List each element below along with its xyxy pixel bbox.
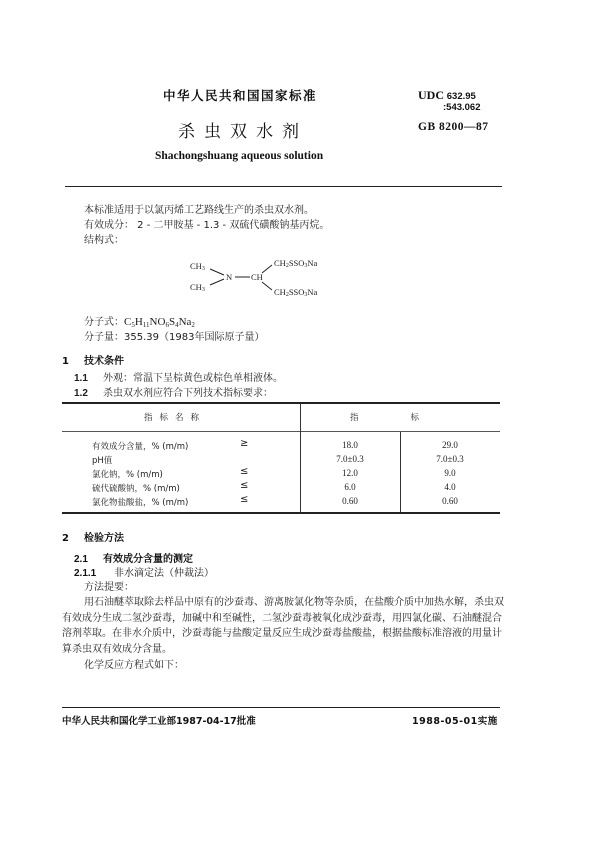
subsection-title: 有效成分含量的测定 [103,554,193,565]
method-paragraph [62,593,502,655]
udc-code-2: :543.062 [443,102,481,113]
table-row-value-2: 29.0 [442,440,458,450]
structure-label: 结构式： [84,235,124,246]
table-row-symbol: ≤ [240,480,249,491]
molecular-weight [84,328,264,343]
paragraph-line: 有效成分生成二氢沙蚕毒，加碱中和至碱性，二氢沙蚕毒被氧化成沙蚕毒，用四氯化碳、石油醚混合 [62,612,502,624]
subsection-number: 2.1.1 [74,568,97,579]
table-header-name: 指标名称 [144,413,207,423]
reaction-equation-label: 化学反应方程式如下： [84,660,184,671]
udc-code-1: 632.95 [446,91,476,102]
table-row-value-2: 9.0 [444,468,456,478]
table-row-name: 氯化物盐酸盐，% (m/m) [92,498,189,508]
table-row-symbol: ≤ [240,494,249,505]
header-divider [65,186,502,187]
table-header-divider [62,431,500,432]
header-value-char-1: 指 [350,413,359,423]
document-title-en: Shachongshuang aqueous solution [155,150,324,162]
sulfonate-bottom: $CH_2SSO_3Na$ [274,287,318,298]
molecular-formula [84,313,195,329]
formula-value: $C_5H_{11}NO_6S_4Na_2$ [124,316,195,329]
table-row-name: 氯化钠，% (m/m) [92,470,163,480]
section-1-heading [62,352,124,367]
standard-organization: 中华人民共和国国家标准 [163,88,318,103]
subsection-text: 杀虫双水剂应符合下列技术指标要求： [103,388,273,399]
subsection-1-1 [74,369,283,384]
paragraph-line: 算杀虫双有效成分含量。 [62,643,172,655]
table-header-value [350,411,419,423]
methyl-top: $CH_3$ [190,261,205,272]
table-row-symbol: ≤ [240,466,249,477]
subsection-2-1 [74,550,193,565]
table-row-name: 硫代硫酸钠，% (m/m) [92,484,180,494]
scope-text: 本标准适用于以氯丙烯工艺路线生产的杀虫双水剂。 [84,205,314,216]
approval-statement: 中华人民共和国化学工业部1987-04-17批准 [62,716,256,727]
table-bottom-border [62,512,500,514]
methyl-bottom: $CH_3$ [190,282,205,293]
subsection-number: 1.2 [74,388,88,399]
mw-value: 355.39（1983年国际原子量） [124,332,265,343]
bond-lines [190,255,350,300]
table-row-value-1: 6.0 [344,482,356,492]
gb-number: GB 8200—87 [418,121,489,133]
section-title: 检验方法 [84,533,124,544]
subsection-2-1-1 [74,564,214,579]
section-number: 2 [62,533,69,544]
udc-label: UDC [418,88,444,102]
header-value-char-2: 标 [410,413,420,423]
sulfonate-top: $CH_2SSO_3Na$ [274,258,318,269]
document-title-cn: 杀虫双水剂 [178,122,308,142]
table-row-symbol: ≥ [240,438,249,449]
subsection-title: 非水滴定法（仲裁法） [114,568,214,579]
subsection-1-2 [74,384,273,399]
paragraph-line: 用石油醚萃取除去样品中原有的沙蚕毒、游离胺氯化物等杂质，在盐酸介质中加热水解，杀虫双 [84,597,504,608]
table-top-border [62,402,500,404]
table-row-value-2: 4.0 [444,482,456,492]
udc-code [418,90,481,113]
structural-formula [190,255,350,300]
paragraph-line: 溶剂萃取。在非水介质中，沙蚕毒能与盐酸定量反应生成沙蚕毒盐酸盐，根据盐酸标准溶液的用量计 [62,628,502,639]
table-column-divider [400,432,401,512]
effective-date: 1988-05-01实施 [412,716,498,727]
subsection-number: 1.1 [74,373,88,384]
subsection-text: 外观：常温下呈棕黄色或棕色单相液体。 [103,373,283,384]
section-title: 技术条件 [84,356,124,367]
table-row-value-1: 18.0 [342,440,358,450]
table-row-value-2: 7.0±0.3 [436,454,464,464]
footer-divider [62,707,500,708]
formula-label: 分子式： [84,317,124,328]
table-row-value-1: 0.60 [342,496,358,506]
subsection-number: 2.1 [74,554,88,565]
section-2-heading [62,529,124,544]
table-row-value-1: 7.0±0.3 [336,454,364,464]
active-ingredient-text: 有效成分： 2 - 二甲胺基 - 1.3 - 双硫代磺酸钠基丙烷。 [84,220,330,231]
mw-label: 分子量： [84,332,124,343]
table-row-name: 有效成分含量，% (m/m) [92,442,189,452]
table-column-divider [300,403,301,513]
nitrogen-atom: N [226,272,233,282]
table-row-value-2: 0.60 [442,496,458,506]
table-row-value-1: 12.0 [342,468,358,478]
method-summary-heading: 方法提要： [84,582,134,593]
section-number: 1 [62,356,69,367]
ch-group: CH [251,272,263,282]
technical-spec-table [62,402,500,513]
table-row-name: pH值 [92,456,113,466]
